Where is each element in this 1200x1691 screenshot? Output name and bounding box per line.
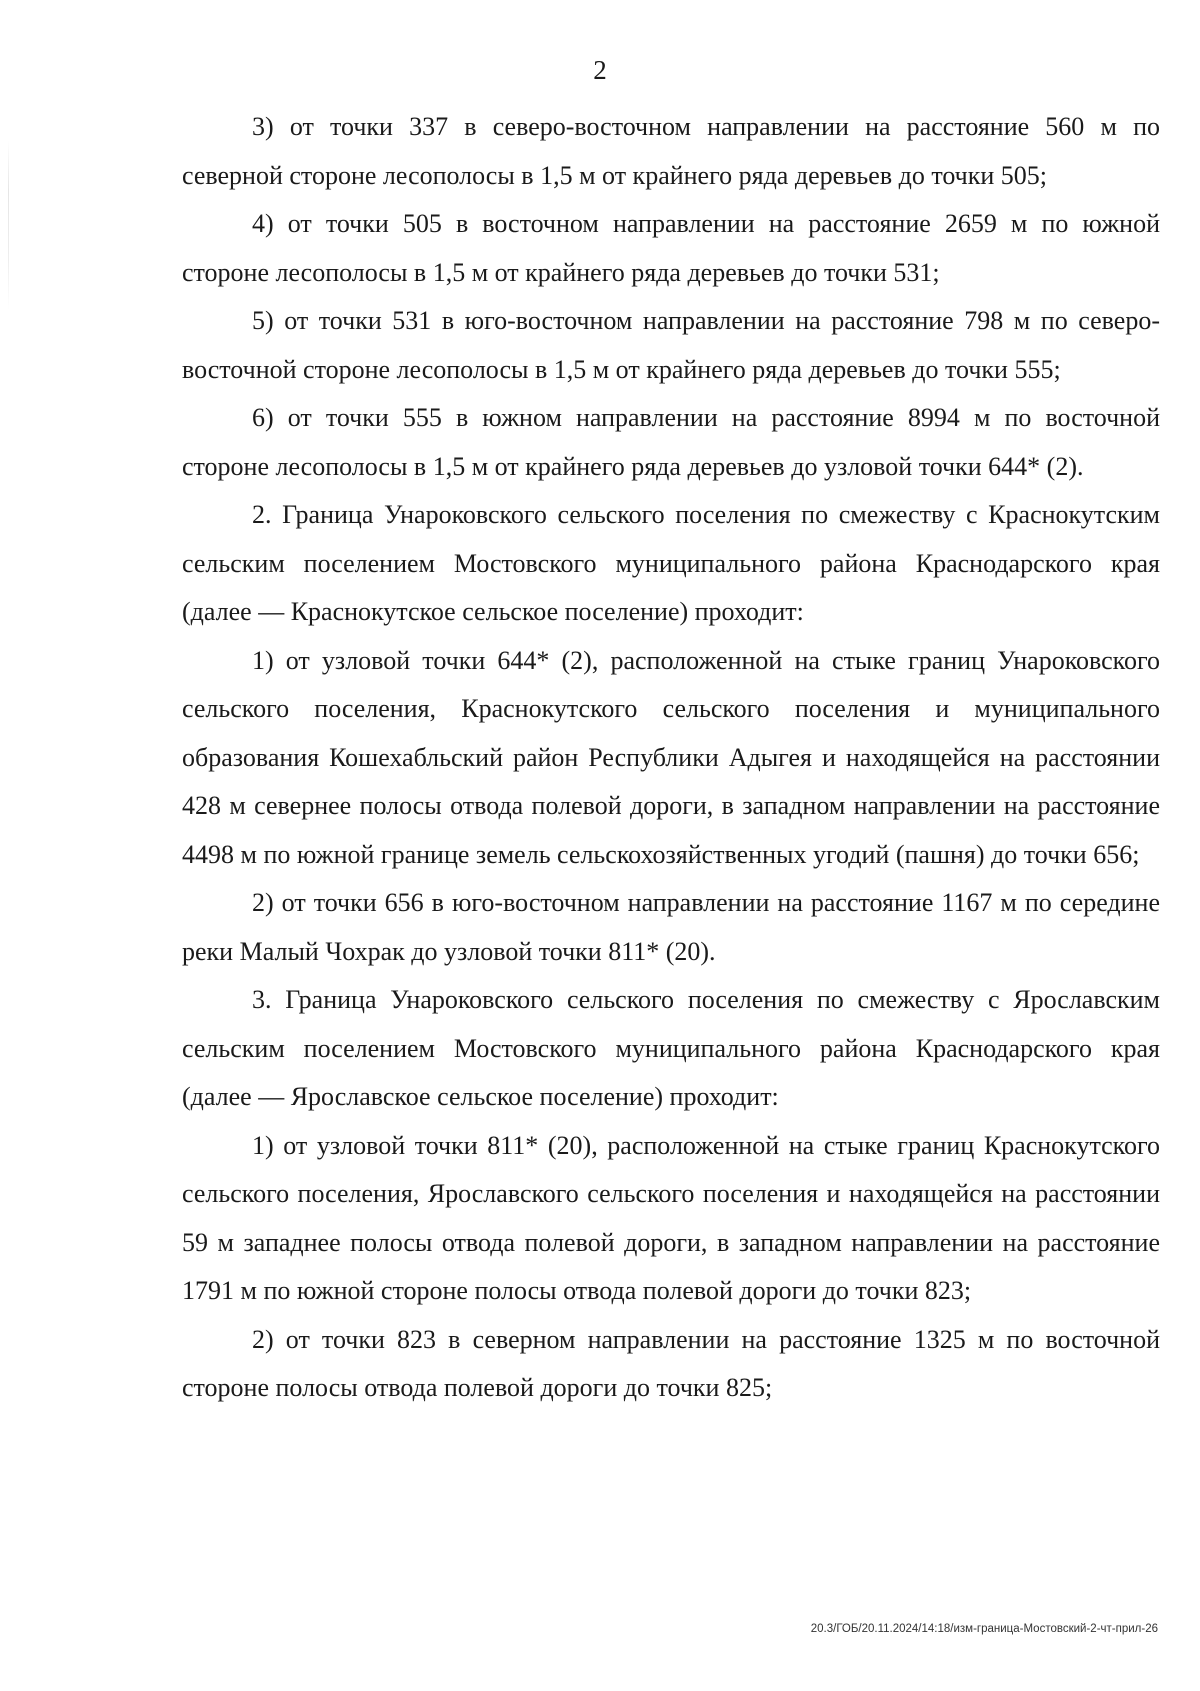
document-body <box>182 103 1160 1413</box>
section-3-item-2: 2) от точки 823 в северном направлении на расстояние 1325 м по восточной стороне полосы отвода полевой дороги до точки 825; <box>182 1324 1160 1402</box>
page-number: 2 <box>593 55 607 85</box>
paragraph-item-5: 5) от точки 531 в юго-восточном направлении на расстояние 798 м по северо-восточной стороне лесополосы в 1,5 м от крайнего ряда деревьев до точки 555; <box>182 306 1160 384</box>
document-footer-code: 20.3/ГОБ/20.11.2024/14:18/изм-граница-Мостовский-2-чт-прил-26 <box>810 1623 1158 1635</box>
section-2-item-1: 1) от узловой точки 644* (2), расположенной на стыке границ Унароковского сельского поселения, Краснокутского сельского поселения и муниципального образования Кошехабльский район Республики Адыгея и находящейся на расстоянии 428 м севернее полосы отвода полевой дороги, в западном направлении на расстояние 4498 м по южной границе земель сельскохозяйственных угодий (пашня) до точки 656; <box>182 645 1160 869</box>
paragraph-item-6: 6) от точки 555 в южном направлении на расстояние 8994 м по восточной стороне лесополосы в 1,5 м от крайнего ряда деревьев до узловой точки 644* (2). <box>182 403 1160 481</box>
section-3-paragraph: 3. Граница Унароковского сельского поселения по смежеству с Ярославским сельским поселением Мостовского муниципального района Краснодарского края (далее — Ярославское сельское поселение) проходит: <box>182 985 1160 1111</box>
section-2-paragraph: 2. Граница Унароковского сельского поселения по смежеству с Краснокутским сельским поселением Мостовского муниципального района Краснодарского края (далее — Краснокутское сельское поселение) проходит: <box>182 500 1160 626</box>
paragraph-item-3: 3) от точки 337 в северо-восточном направлении на расстояние 560 м по северной стороне лесополосы в 1,5 м от крайнего ряда деревьев до точки 505; <box>182 112 1160 190</box>
section-3-item-1: 1) от узловой точки 811* (20), расположенной на стыке границ Краснокутского сельского поселения, Ярославского сельского поселения и находящейся на расстоянии 59 м западнее полосы отвода полевой дороги, в западном направлении на расстояние 1791 м по южной стороне полосы отвода полевой дороги до точки 823; <box>182 1130 1160 1305</box>
paragraph-item-4: 4) от точки 505 в восточном направлении на расстояние 2659 м по южной стороне лесополосы в 1,5 м от крайнего ряда деревьев до точки 531; <box>182 209 1160 287</box>
section-2-item-2: 2) от точки 656 в юго-восточном направлении на расстояние 1167 м по середине реки Малый Чохрак до узловой точки 811* (20). <box>182 888 1160 966</box>
scan-edge-mark <box>8 140 9 310</box>
